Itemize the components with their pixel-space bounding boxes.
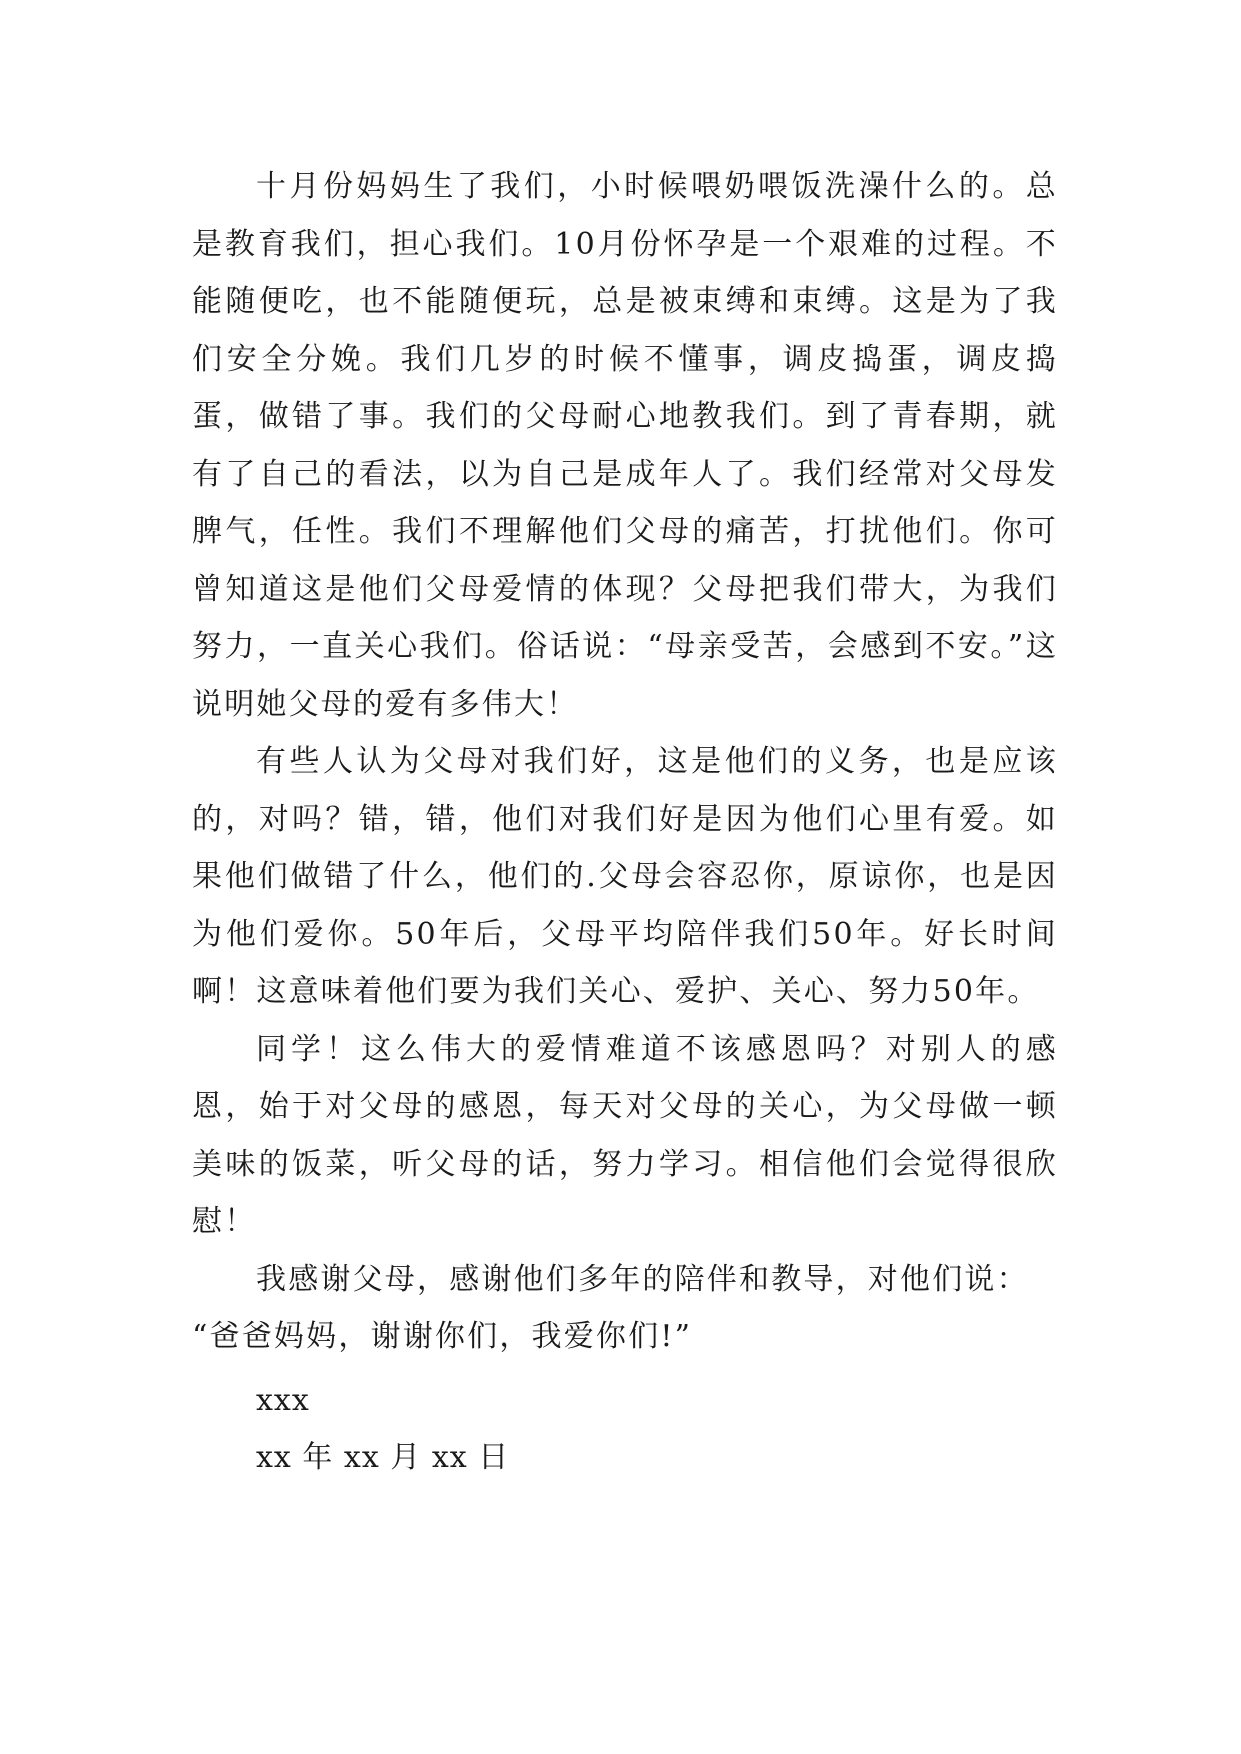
paragraph-3: 同学！这么伟大的爱情难道不该感恩吗？对别人的感恩，始于对父母的感恩，每天对父母的关心，为父母做一顿美味的饭菜，听父母的话，努力学习。相信他们会觉得很欣慰！ <box>192 1031 1058 1239</box>
paragraph-2: 有些人认为父母对我们好，这是他们的义务，也是应该的，对吗？错，错，他们对我们好是因为他们心里有爱。如果他们做错了什么，他们的.父母会容忍你，原谅你，也是因为他们爱你。50年后，父母平均陪伴我们50年。好长时间啊！这意味着他们要为我们关心、爱护、关心、努力50年。 <box>192 744 1058 1009</box>
document-body <box>192 158 1058 1487</box>
signature: xxx <box>256 1382 310 1418</box>
date-line: xx 年 xx 月 xx 日 <box>256 1440 510 1475</box>
closing-quote: “爸爸妈妈，谢谢你们，我爱你们!” <box>192 1319 693 1354</box>
paragraph-1: 十月份妈妈生了我们，小时候喂奶喂饭洗澡什么的。总是教育我们，担心我们。10月份怀孕是一个艰难的过程。不能随便吃，也不能随便玩，总是被束缚和束缚。这是为了我们安全分娩。我们几岁的时候不懂事，调皮捣蛋，调皮捣蛋，做错了事。我们的父母耐心地教我们。到了青春期，就有了自己的看法，以为自己是成年人了。我们经常对父母发脾气，任性。我们不理解他们父母的痛苦，打扰他们。你可曾知道这是他们父母爱情的体现？父母把我们带大，为我们努力，一直关心我们。俗话说：“母亲受苦，会感到不安。”这说明她父母的爱有多伟大！ <box>192 169 1058 722</box>
paragraph-4: 我感谢父母，感谢他们多年的陪伴和教导，对他们说： <box>256 1261 1029 1297</box>
